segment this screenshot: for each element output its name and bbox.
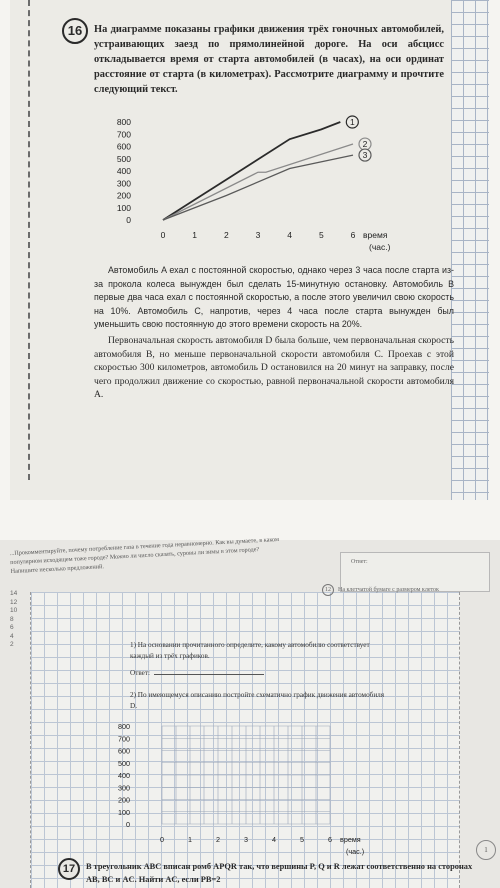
motion-chart-svg (88, 110, 398, 270)
x-tick-label: 3 (255, 230, 261, 240)
y-tick-label: 0 (126, 820, 130, 829)
y-tick-label: 200 (116, 190, 131, 201)
series-label-text: 2 (362, 139, 368, 150)
task-12-number: 12 (322, 584, 334, 596)
x-tick-label: 3 (244, 835, 248, 844)
empty-plot-svg (110, 720, 370, 860)
y-tick-label: 100 (118, 807, 130, 817)
x-axis-label: время (340, 835, 361, 844)
series-label-text: 3 (362, 150, 368, 161)
y-tick-label: 400 (116, 166, 131, 176)
task-17-text: В треугольник ABC вписан ромб APQR так, что вершины P, Q и R лежат соответственно на сторонах AB, BC и AC. Найти AC, если PB=2 (86, 862, 473, 884)
side-number: 12 (10, 598, 18, 606)
side-number: 2 (10, 641, 14, 648)
answer-label-right: Ответ: (351, 559, 368, 565)
empty-plot-grid (110, 720, 370, 860)
x-tick-label: 1 (192, 230, 198, 240)
y-tick-label: 800 (116, 117, 131, 127)
x-tick-label: 6 (328, 835, 332, 844)
x-tick-label: 4 (272, 835, 276, 844)
x-tick-label: 5 (300, 835, 304, 844)
side-number: 4 (10, 632, 14, 640)
answer-line[interactable] (130, 668, 310, 679)
grid-paper-strip (451, 0, 489, 500)
paragraph-car-d: Первоначальная скорость автомобиля D была больше, чем первоначальная скорость автомобиля B, но меньше первоначальной скорости автомобиля C. Проехав с этой скоростью 300 километров, автомобиль D остановился на 20 минут на заправку, после чего продолжил движение со скоростью, равной первоначальной скорости автомобиля A. (94, 335, 454, 400)
x-axis-unit: (час.) (369, 242, 391, 252)
x-axis-label: время (363, 230, 388, 240)
task-12-text: На клетчатой бумаге с размером клеток (338, 587, 439, 593)
y-tick-label: 300 (118, 783, 130, 793)
x-tick-label: 6 (350, 230, 356, 240)
x-axis-unit: (час.) (346, 847, 365, 856)
answer-label: Ответ: (130, 669, 151, 677)
question-1: 1) На основании прочитанного определите, какому автомобилю соответствует каждый из трёх графиков. (130, 641, 370, 660)
y-tick-label: 700 (118, 734, 130, 744)
y-tick-label: 500 (116, 153, 131, 164)
y-tick-label: 100 (116, 202, 131, 213)
textbook-page-1 (10, 0, 480, 500)
motion-chart (88, 110, 398, 270)
side-number: 10 (10, 607, 18, 614)
series-label-text: 1 (349, 117, 355, 127)
y-tick-label: 600 (116, 141, 131, 152)
task-17-number: 17 (58, 858, 80, 880)
side-task-marker: 1 (476, 840, 496, 860)
y-tick-label: 400 (118, 771, 130, 780)
side-number: 6 (10, 624, 14, 631)
previous-task-text: ...Прокомментируйте, почему потребление газа в течение года неравномерно. Как вы думаете, в каком популярном исходящем тоже городе? Можно ли число сказать, суровы ли зимы в этом городе? Напишите несколько предложений. (9, 535, 280, 576)
y-tick-label: 200 (118, 795, 130, 805)
x-tick-label: 1 (188, 835, 192, 844)
x-tick-label: 0 (160, 835, 164, 844)
dashed-cut-line (28, 0, 30, 480)
y-tick-label: 300 (116, 178, 131, 189)
series-line-1 (163, 122, 340, 220)
side-number: 14 (10, 590, 18, 597)
x-tick-label: 2 (223, 230, 229, 240)
x-tick-label: 0 (160, 230, 166, 240)
y-tick-label: 0 (126, 215, 131, 225)
task-12-header (322, 584, 439, 596)
x-tick-label: 2 (216, 835, 220, 844)
x-tick-label: 5 (318, 230, 324, 240)
task-description: На диаграмме показаны графики движения трёх гоночных автомобилей, устраивающих заезд по прямолинейной дороге. На оси абсцисс откладывается время от старта автомобилей (в часах), на оси ординат расстояние от старта (в километрах). Рассмотрите диаграмму и прочтите следующий текст. (94, 24, 444, 95)
side-numbers (10, 590, 24, 650)
series-line-3 (163, 155, 353, 220)
x-tick-label: 4 (287, 230, 293, 240)
question-2: 2) По имеющемуся описанию постройте схематично график движения автомобиля D. (130, 691, 385, 710)
textbook-page-2 (0, 535, 500, 888)
y-tick-label: 500 (118, 758, 130, 768)
paragraph-cars-abc: Автомобиль A ехал с постоянной скоростью, однако через 3 часа после старта из-за прокола колеса вынужден был сделать 15-минутную остановку. Автомобиль B первые два часа ехал с постоянной скоростью, а после этого увеличил свою скорость на 10%. Автомобиль C, напротив, через 4 часа после старта вынужден был уменьшить свою постоянную до этого времени скорость на 20%. (94, 265, 454, 329)
task-number-badge: 16 (62, 18, 88, 44)
y-tick-label: 700 (116, 129, 131, 140)
side-number: 8 (10, 615, 14, 623)
y-tick-label: 800 (118, 722, 130, 731)
y-tick-label: 600 (118, 746, 130, 756)
